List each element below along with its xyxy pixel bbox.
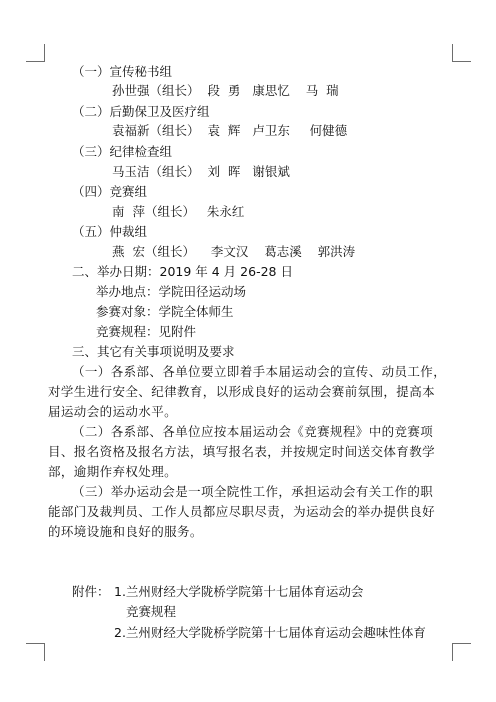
paragraph-one-line-2: 对学生进行安全、纪律教育，以形成良好的运动会赛前氛围，提高本 (48, 384, 436, 399)
section-three-heading: 三、其它有关事项说明及要求 (72, 344, 235, 359)
paragraph-one-line-1: （一）各系部、各单位要立即着手本届运动会的宣传、动员工作， (72, 364, 447, 379)
attachment-item-1: 1.兰州财经大学陇桥学院第十七届体育运动会 (114, 584, 364, 599)
group-members-arbitration: 燕 宏（组长） 李文汉 葛志溪 郭洪涛 (112, 244, 356, 259)
crop-mark-top-right-vertical (452, 44, 453, 62)
group-heading-competition: （四）竞赛组 (72, 184, 148, 199)
paragraph-three-line-1: （三）举办运动会是一项全院性工作，承担运动会有关工作的职 (72, 484, 434, 499)
group-heading-arbitration: （五）仲裁组 (72, 224, 148, 239)
paragraph-two-line-2: 目、报名资格及报名方法，填写报名表，并按规定时间送交体育教学 (48, 444, 436, 459)
attachment-label: 附件： (72, 584, 110, 599)
event-participants: 参赛对象：学院全体师生 (96, 304, 234, 319)
attachment-item-2: 2.兰州财经大学陇桥学院第十七届体育运动会趣味性体育 (114, 625, 426, 640)
crop-mark-top-right-horizontal (452, 61, 471, 62)
paragraph-two-line-1: （二）各系部、各单位应按本届运动会《竞赛规程》中的竞赛项 (72, 424, 434, 439)
crop-mark-bottom-right-horizontal (452, 643, 471, 644)
event-date: 二、举办日期：2019 年 4 月 26-28 日 (72, 264, 293, 279)
group-heading-logistics: （二）后勤保卫及医疗组 (72, 104, 210, 119)
crop-mark-bottom-left-vertical (44, 643, 45, 661)
paragraph-two-line-3: 部，逾期作弃权处理。 (48, 464, 178, 479)
attachment-item-1-continued: 竞赛规程 (126, 604, 177, 619)
event-venue: 举办地点：学院田径运动场 (96, 284, 247, 299)
group-members-publicity: 孙世强（组长） 段 勇 康思忆 马 瑞 (112, 83, 339, 98)
group-heading-publicity: （一）宣传秘书组 (72, 64, 173, 79)
crop-mark-bottom-right-vertical (452, 643, 453, 661)
paragraph-three-line-3: 的环境设施和良好的服务。 (48, 524, 203, 539)
group-heading-discipline: （三）纪律检查组 (72, 144, 173, 159)
crop-mark-top-left-vertical (44, 44, 45, 62)
crop-mark-top-left-horizontal (26, 61, 45, 62)
event-rules: 竞赛规程：见附件 (96, 324, 197, 339)
group-members-competition: 南 萍（组长） 朱永红 (112, 204, 245, 219)
paragraph-one-line-3: 届运动会的运动水平。 (48, 404, 178, 419)
crop-mark-bottom-left-horizontal (26, 643, 45, 644)
group-members-discipline: 马玉洁（组长） 刘 晖 谢银斌 (112, 164, 290, 179)
paragraph-three-line-2: 能部门及裁判员、工作人员都应尽职尽责，为运动会的举办提供良好 (48, 504, 436, 519)
group-members-logistics: 袁福新（组长） 袁 辉 卢卫东 何健德 (112, 123, 348, 138)
